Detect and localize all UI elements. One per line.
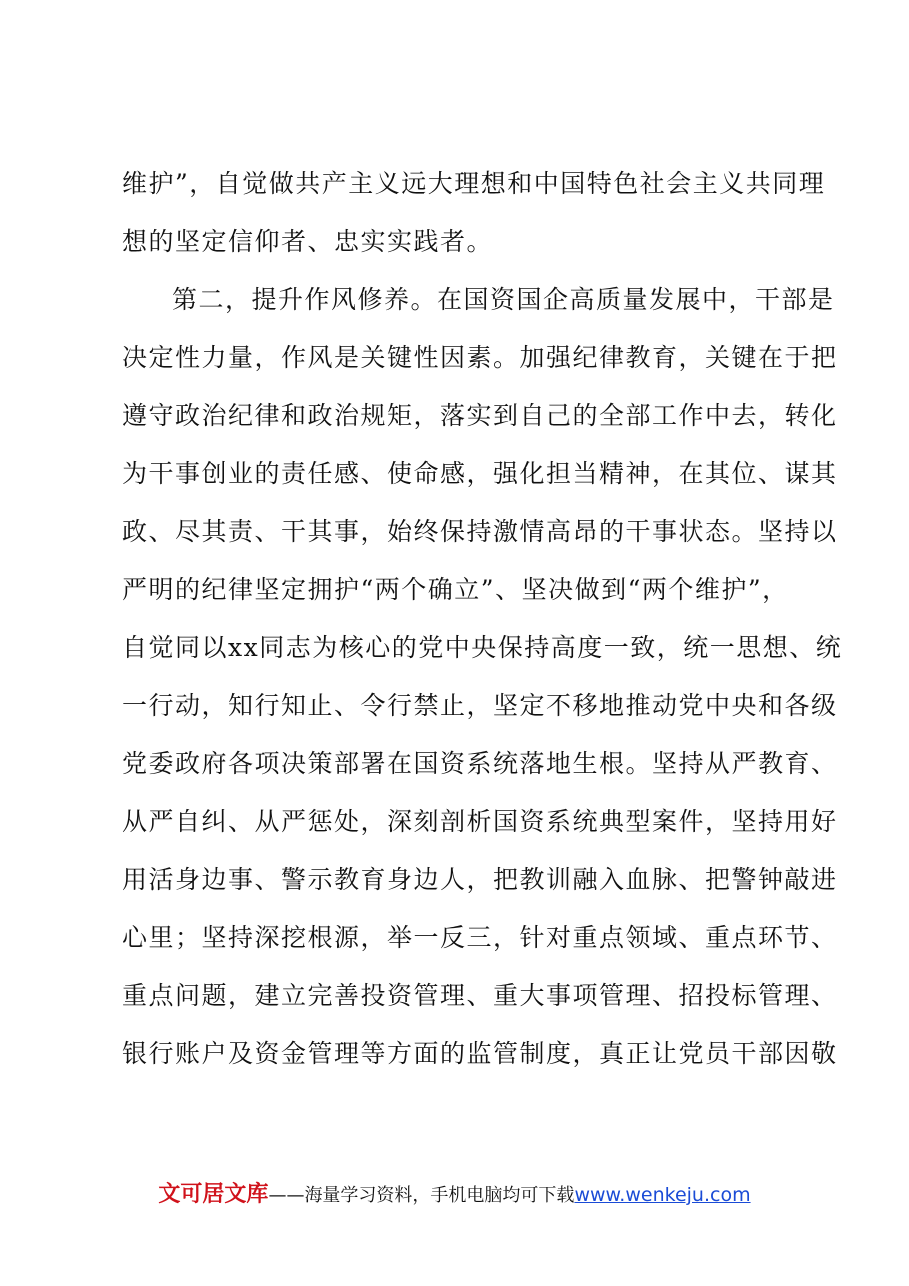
text-line: 为干事创业的责任感、使命感，强化担当精神，在其位、谋其 [122,459,838,488]
text-line: 心里；坚持深挖根源，举一反三，针对重点领域、重点环节、 [122,923,838,952]
footer-tagline: 海量学习资料，手机电脑均可下载 [304,1185,575,1206]
text-line: 自觉同以xx同志为核心的党中央保持高度一致，统一思想、统 [122,633,843,662]
website-link[interactable]: www.wenkeju.com [574,1184,751,1206]
text-line: 严明的纪律坚定拥护“两个确立”、坚决做到“两个维护”， [122,575,789,604]
text-line: 想的坚定信仰者、忠实实践者。 [122,227,494,256]
text-line: 决定性力量，作风是关键性因素。加强纪律教育，关键在于把 [122,343,838,372]
text-line: 一行动，知行知止、令行禁止，坚定不移地推动党中央和各级 [122,691,838,720]
footer-banner [0,1180,909,1211]
text-line: 遵守政治纪律和政治规矩，落实到自己的全部工作中去，转化 [122,401,838,430]
text-line: 从严自纠、从严惩处，深刻剖析国资系统典型案件，坚持用好 [122,807,838,836]
text-line: 银行账户及资金管理等方面的监管制度，真正让党员干部因敬 [122,1039,838,1068]
text-line: 用活身边事、警示教育身边人，把教训融入血脉、把警钟敲进 [122,865,838,894]
text-line: 政、尽其责、干其事，始终保持激情高昂的干事状态。坚持以 [122,517,838,546]
text-line: 党委政府各项决策部署在国资系统落地生根。坚持从严教育、 [122,749,838,778]
brand-name: 文可居文库 [158,1182,269,1207]
text-line: 维护”，自觉做共产主义远大理想和中国特色社会主义共同理 [122,169,826,198]
text-line: 重点问题，建立完善投资管理、重大事项管理、招投标管理、 [122,981,838,1010]
footer-dash: —— [268,1185,305,1206]
paragraph-start-line: 第二，提升作风修养。在国资国企高质量发展中，干部是 [172,285,835,314]
